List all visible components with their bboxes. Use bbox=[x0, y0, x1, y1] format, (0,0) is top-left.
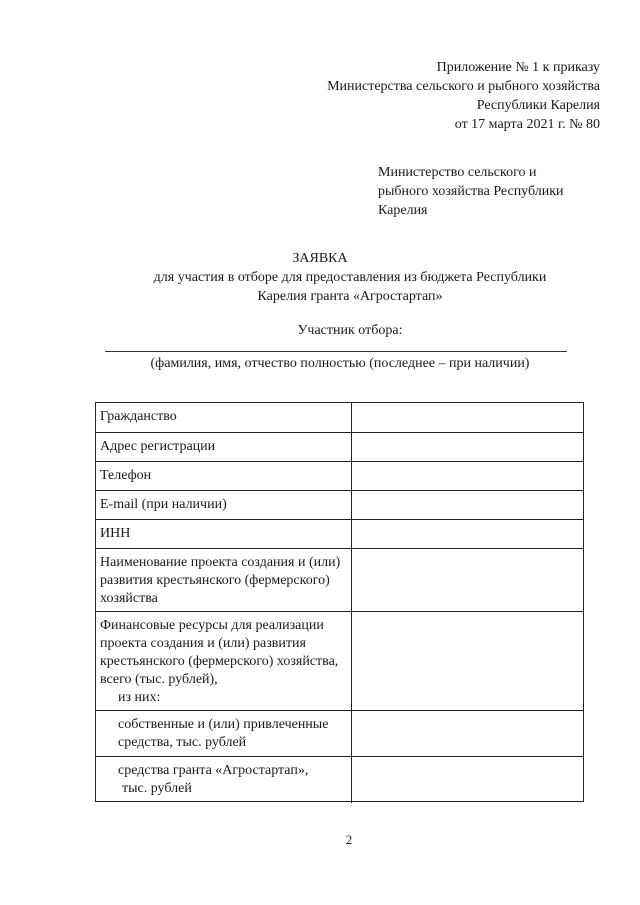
appendix-reference bbox=[327, 58, 600, 134]
table-row bbox=[96, 491, 583, 520]
table-label-own-funds: собственные и (или) привлеченные средства, тыс. рублей bbox=[96, 711, 352, 756]
participant-name-caption: (фамилия, имя, отчество полностью (последнее – при наличии) bbox=[150, 356, 530, 371]
document-title: ЗАЯВКА bbox=[292, 251, 348, 266]
phone-field[interactable] bbox=[352, 462, 583, 490]
own-funds-field[interactable] bbox=[352, 711, 583, 756]
address-field[interactable] bbox=[352, 433, 583, 461]
grant-funds-field[interactable] bbox=[352, 757, 583, 803]
addressee-line: Карелия bbox=[378, 203, 428, 218]
grant-funds-line1: средства гранта «Агростартап», bbox=[118, 763, 309, 778]
table-row bbox=[96, 462, 583, 491]
grant-funds-line2: тыс. рублей bbox=[122, 781, 192, 796]
page-number: 2 bbox=[345, 832, 353, 847]
application-table bbox=[95, 402, 584, 802]
project-name-field[interactable] bbox=[352, 549, 583, 611]
appendix-line: Республики Карелия bbox=[476, 98, 600, 113]
participant-name-line[interactable] bbox=[105, 351, 567, 352]
participant-label: Участник отбора: bbox=[297, 323, 403, 338]
financial-resources-sub: из них: bbox=[118, 690, 161, 705]
financial-resources-field[interactable] bbox=[352, 612, 583, 710]
addressee-line: Министерство сельского и bbox=[378, 165, 537, 180]
table-label-inn: ИНН bbox=[96, 520, 352, 548]
inn-field[interactable] bbox=[352, 520, 583, 548]
table-label-project-name: Наименование проекта создания и (или) развития крестьянского (фермерского) хозяйства bbox=[96, 549, 352, 611]
table-label-phone: Телефон bbox=[96, 462, 352, 490]
table-row bbox=[96, 757, 583, 803]
table-label-grant-funds bbox=[96, 757, 352, 803]
table-label-address: Адрес регистрации bbox=[96, 433, 352, 461]
table-label-financial-resources bbox=[96, 612, 352, 710]
appendix-line: Приложение № 1 к приказу bbox=[436, 60, 600, 75]
appendix-line: от 17 марта 2021 г. № 80 bbox=[454, 117, 600, 132]
email-field[interactable] bbox=[352, 491, 583, 519]
table-row bbox=[96, 549, 583, 612]
table-row bbox=[96, 520, 583, 549]
addressee-line: рыбного хозяйства Республики bbox=[378, 184, 564, 199]
addressee-block bbox=[378, 163, 564, 220]
table-row bbox=[96, 612, 583, 711]
table-label-citizenship: Гражданство bbox=[96, 403, 352, 432]
appendix-line: Министерства сельского и рыбного хозяйства bbox=[327, 79, 600, 94]
table-label-email: E-mail (при наличии) bbox=[96, 491, 352, 519]
table-row bbox=[96, 403, 583, 433]
table-row bbox=[96, 433, 583, 462]
citizenship-field[interactable] bbox=[352, 403, 583, 432]
table-row bbox=[96, 711, 583, 757]
document-subtitle: для участия в отборе для предоставления из бюджета Республики Карелия гранта «Агростартап» bbox=[153, 270, 547, 304]
financial-resources-text: Финансовые ресурсы для реализации проекта создания и (или) развития крестьянского (фермерского) хозяйства, всего (тыс. рублей), bbox=[100, 618, 339, 687]
